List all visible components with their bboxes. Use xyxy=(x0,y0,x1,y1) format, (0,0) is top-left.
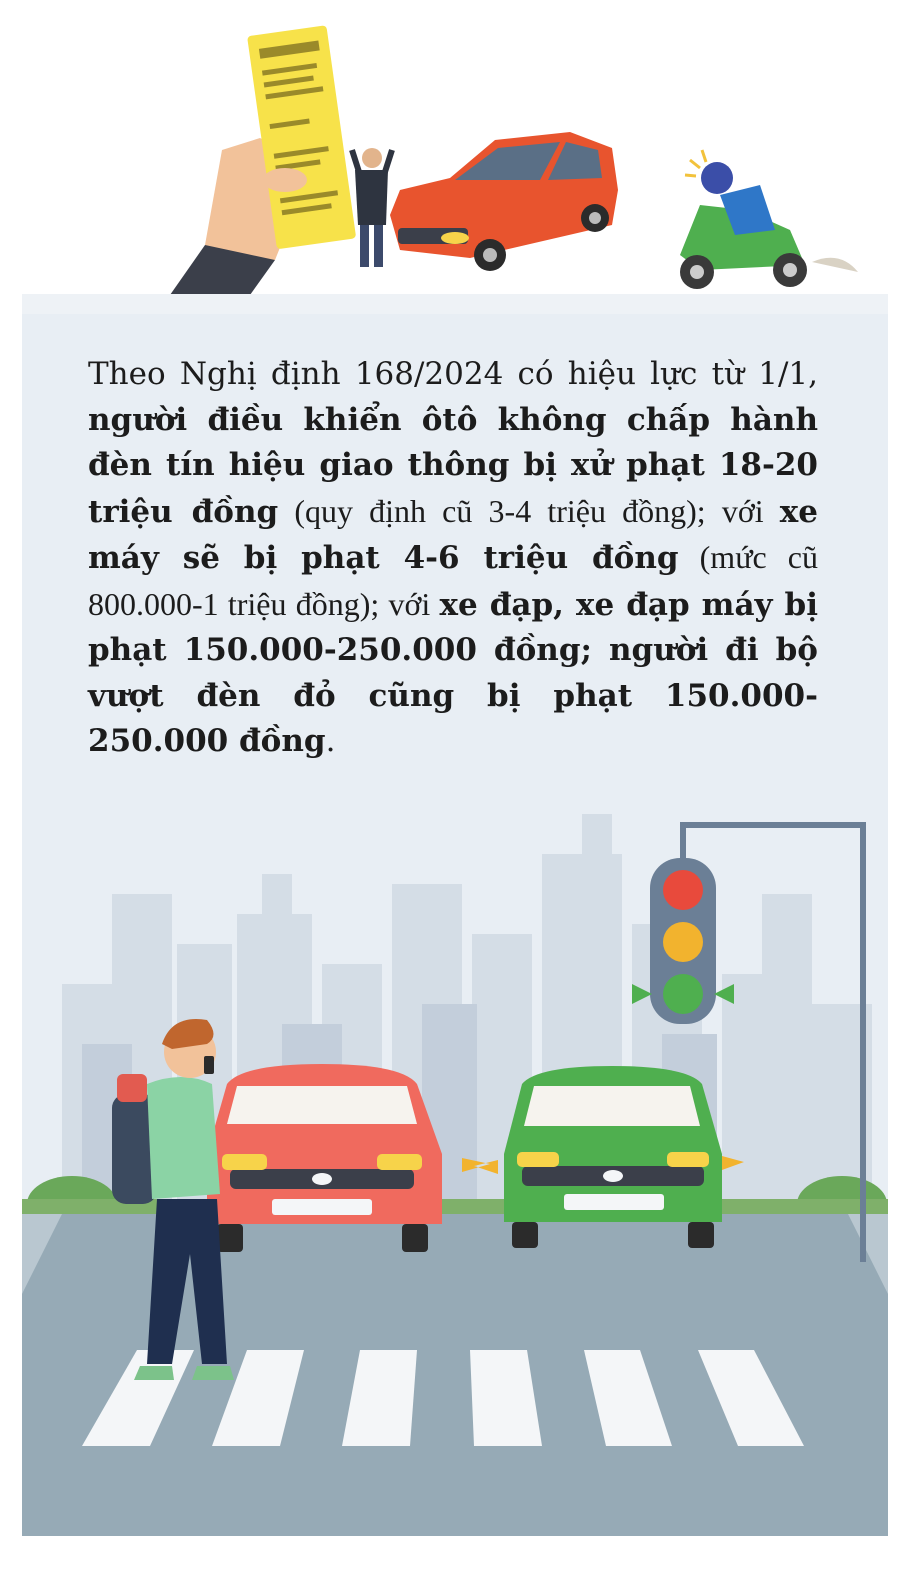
car-old-fine-text: (quy định cũ 3-4 triệu đồng); với xyxy=(278,492,780,529)
paragraph-end: . xyxy=(325,723,336,759)
motorbike-rider-icon xyxy=(680,150,858,289)
red-car-front-icon xyxy=(207,1064,442,1252)
regulation-paragraph xyxy=(88,352,818,765)
bicycle-pedestrian-fine-text: xe đạp, xe đạp máy bị phạt 150.000-250.000 đồng; người đi bộ vượt đèn đỏ cũng bị phạt 150.000-250.000 đồng xyxy=(88,586,819,759)
car-fine-text: người điều khiển ôtô không chấp hành đèn tín hiệu giao thông bị xử phạt 18-20 triệu đồng xyxy=(88,401,818,530)
worried-man-icon xyxy=(352,148,392,267)
top-illustration xyxy=(0,0,920,300)
paragraph-intro: Theo Nghị định 168/2024 có hiệu lực từ 1/1, xyxy=(88,356,818,392)
content-panel xyxy=(22,294,888,1536)
street-scene xyxy=(22,774,888,1536)
motorbike-old-fine-text: (mức cũ 800.000-1 triệu đồng); với xyxy=(88,539,819,622)
ticket-hand-icon xyxy=(170,25,356,295)
motorbike-fine-text: xe máy sẽ bị phạt 4-6 triệu đồng xyxy=(88,493,818,576)
panel-top-band xyxy=(22,294,888,314)
red-car-icon xyxy=(390,132,618,271)
